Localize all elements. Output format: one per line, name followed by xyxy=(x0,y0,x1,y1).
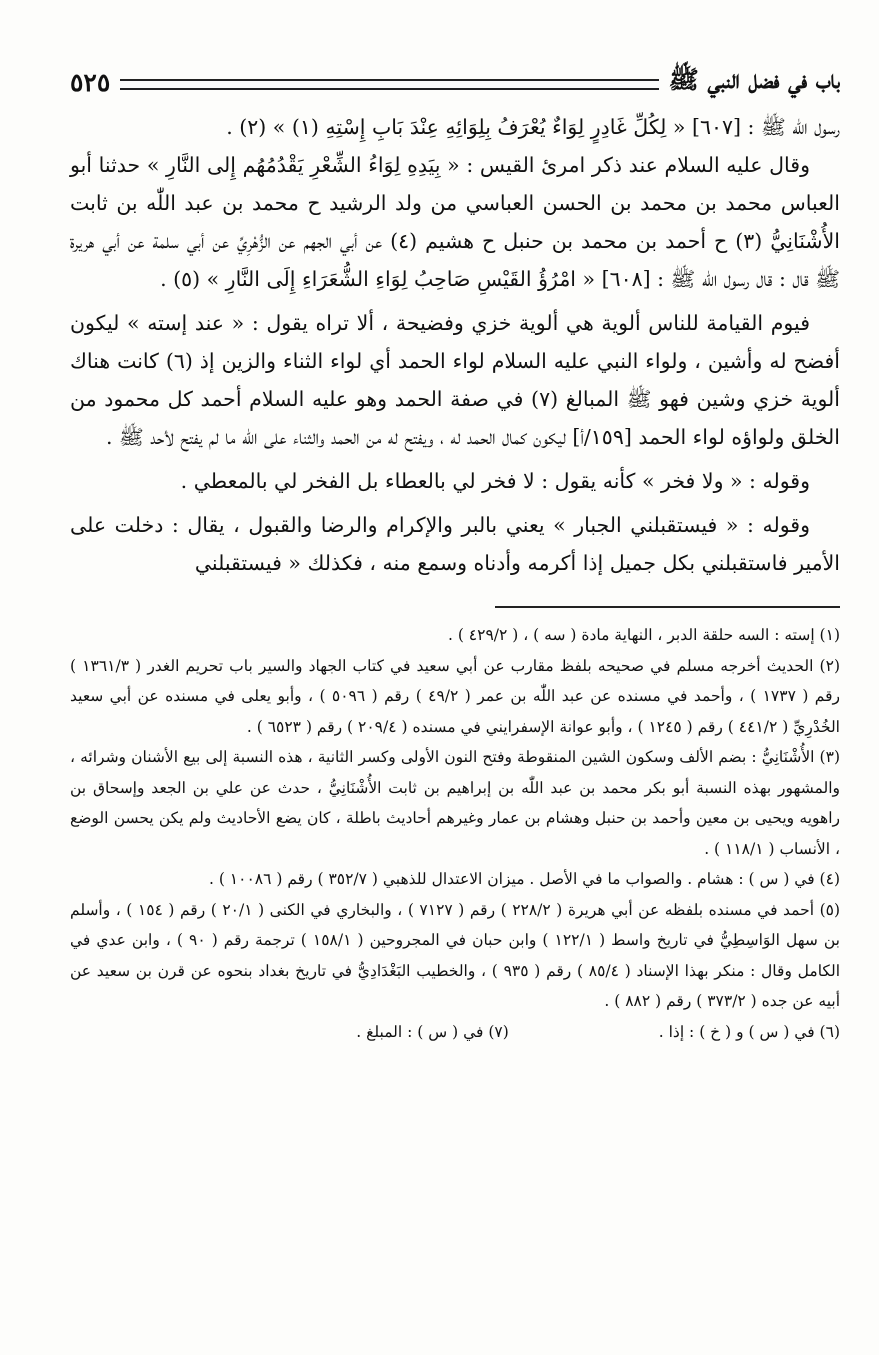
paragraph-4: وقوله : « ولا فخر » كأنه يقول : لا فخر لي بالعطاء بل الفخر لي بالمعطي . xyxy=(180,469,810,493)
paragraph-1: رسول اللّٰه ﷺ : [٦٠٧] « لِكُلِّ غَادِرٍ لِوَاءٌ يُعْرَفُ بِلِوَائِهِ عِنْدَ بَابِ إِسْتِهِ (١) » (٢) . xyxy=(226,115,840,139)
page-number: ٥٢٥ xyxy=(70,67,111,97)
page-header xyxy=(70,60,840,104)
footnote-1: (١) إسته : السه حلقة الدبر ، النهاية مادة ( سه ) ، ( ٤٢٩/٢ ) . xyxy=(447,626,840,644)
footnote-separator xyxy=(495,606,840,608)
footnotes xyxy=(70,620,840,1047)
header-rule xyxy=(120,79,658,90)
footnote-3: (٣) الأُشْنَانِيُّ : بضم الألف وسكون الشين المنقوطة وفتح النون الأولى وكسر الثانية ، هذه النسبة إلى بيع الأشنان وشرائه ، والمشهور بهذه النسبة أبو بكر محمد بن عبد اللّٰه بن إبراهيم بن ثابت الأُشْنَانِيُّ ، حدث عن علي بن الجعد وإسحاق بن راهويه ويحيى بن معين وأحمد بن حنبل وهشام بن عمار وغيرهم أحاديث باطلة ، كان يضع الأحاديث ولم يكن يحسن الوضع ، الأنساب ( ١١٨/١ ) . xyxy=(70,748,840,858)
paragraph-5: وقوله : « فيستقبلني الجبار » يعني بالبر والإكرام والرضا والقبول ، يقال : دخلت على الأمير فاستقبلني بكل جميل إذا أكرمه وأدناه وسمع منه ، فكذلك « فيستقبلني xyxy=(70,513,840,575)
paragraph-2: وقال عليه السلام عند ذكر امرئ القيس : « بِيَدِهِ لِوَاءُ الشِّعْرِ يَقْدُمُهُم إِلى النَّارِ » حدثنا أبو العباس محمد بن محمد بن الحسن العباسي من ولد الرشيد ح محمد بن عبد اللّٰه بن ثابت الأُشْنَانِيُّ (٣) ح أحمد بن محمد بن حنبل ح هشيم (٤) عن أبي الجهم عن الزُّهْرِيِّ عن أبي سلمة عن أبي هريرة ﷺ قال : قال رسول اللّٰه ﷺ : [٦٠٨] « امْرُؤُ القَيْسِ صَاحِبُ لِوَاءِ الشُّعَرَاءِ إِلَى النَّارِ » (٥) . xyxy=(70,153,840,291)
footnote-4: (٤) في ( س ) : هشام . والصواب ما في الأصل . ميزان الاعتدال للذهبي ( ٣٥٢/٧ ) رقم ( ١٠٠٨٦ ) . xyxy=(208,870,840,888)
footnote-7: (٧) في ( س ) : المبلغ . xyxy=(356,1022,509,1041)
footnote-5: (٥) أحمد في مسنده بلفظه عن أبي هريرة ( ٢٢٨/٢ ) رقم ( ٧١٢٧ ) ، والبخاري في الكنى ( ٢٠/١ ) رقم ( ١٥٤ ) ، وأسلم بن سهل الوَاسِطِيُّ في تاريخ واسط ( ١٢٢/١ ) وابن حبان في المجروحين ( ١٥٨/١ ) ترجمة رقم ( ٩٠ ) ، وابن عدي في الكامل وقال : منكر بهذا الإسناد ( ٨٥/٤ ) رقم ( ٩٣٥ ) ، والخطيب البَغْدَادِيُّ في تاريخ بغداد بنحوه عن قرن بن سعيد عن أبيه عن جده ( ٣٧٣/٢ ) رقم ( ٨٨٢ ) . xyxy=(70,900,841,1010)
footnote-row-6-7 xyxy=(70,1017,840,1048)
paragraph-3: فيوم القيامة للناس ألوية هي ألوية خزي وفضيحة ، ألا تراه يقول : « عند إسته » ليكون أفضح له وأشين ، ولواء النبي عليه السلام لواء الحمد أي لواء الثناء والزين إذ (٦) كانت هناك ألوية خزي وشين فهو ﷺ المبالغ (٧) في صفة الحمد وهو عليه السلام أحمد كل محمود من الخلق ولواؤه لواء الحمد [١٥٩/أ] ليكون كمال الحمد له ، ويفتح له من الحمد والثناء على اللّٰه ما لم يفتح لأحد ﷺ . xyxy=(70,311,841,449)
running-title: باب في فضل النبي ﷺ xyxy=(668,64,840,94)
main-text xyxy=(70,108,840,582)
footnote-6: (٦) في ( س ) و ( خ ) : إذا . xyxy=(658,1022,840,1041)
footnote-2: (٢) الحديث أخرجه مسلم في صحيحه بلفظ مقارب عن أبي سعيد في كتاب الجهاد والسير باب تحريم الغدر ( ١٣٦١/٣ ) رقم ( ١٧٣٧ ) ، وأحمد في مسنده عن عبد اللّٰه بن عمر ( ٤٩/٢ ) رقم ( ٥٠٩٦ ) ، وأبو يعلى في مسنده عن أبي سعيد الخُدْرِيِّ ( ٤٤١/٢ ) رقم ( ١٢٤٥ ) ، وأبو عوانة الإسفرايني في مسنده ( ٢٠٩/٤ ) رقم ( ٦٥٢٣ ) . xyxy=(70,656,840,736)
book-page xyxy=(70,60,840,1047)
